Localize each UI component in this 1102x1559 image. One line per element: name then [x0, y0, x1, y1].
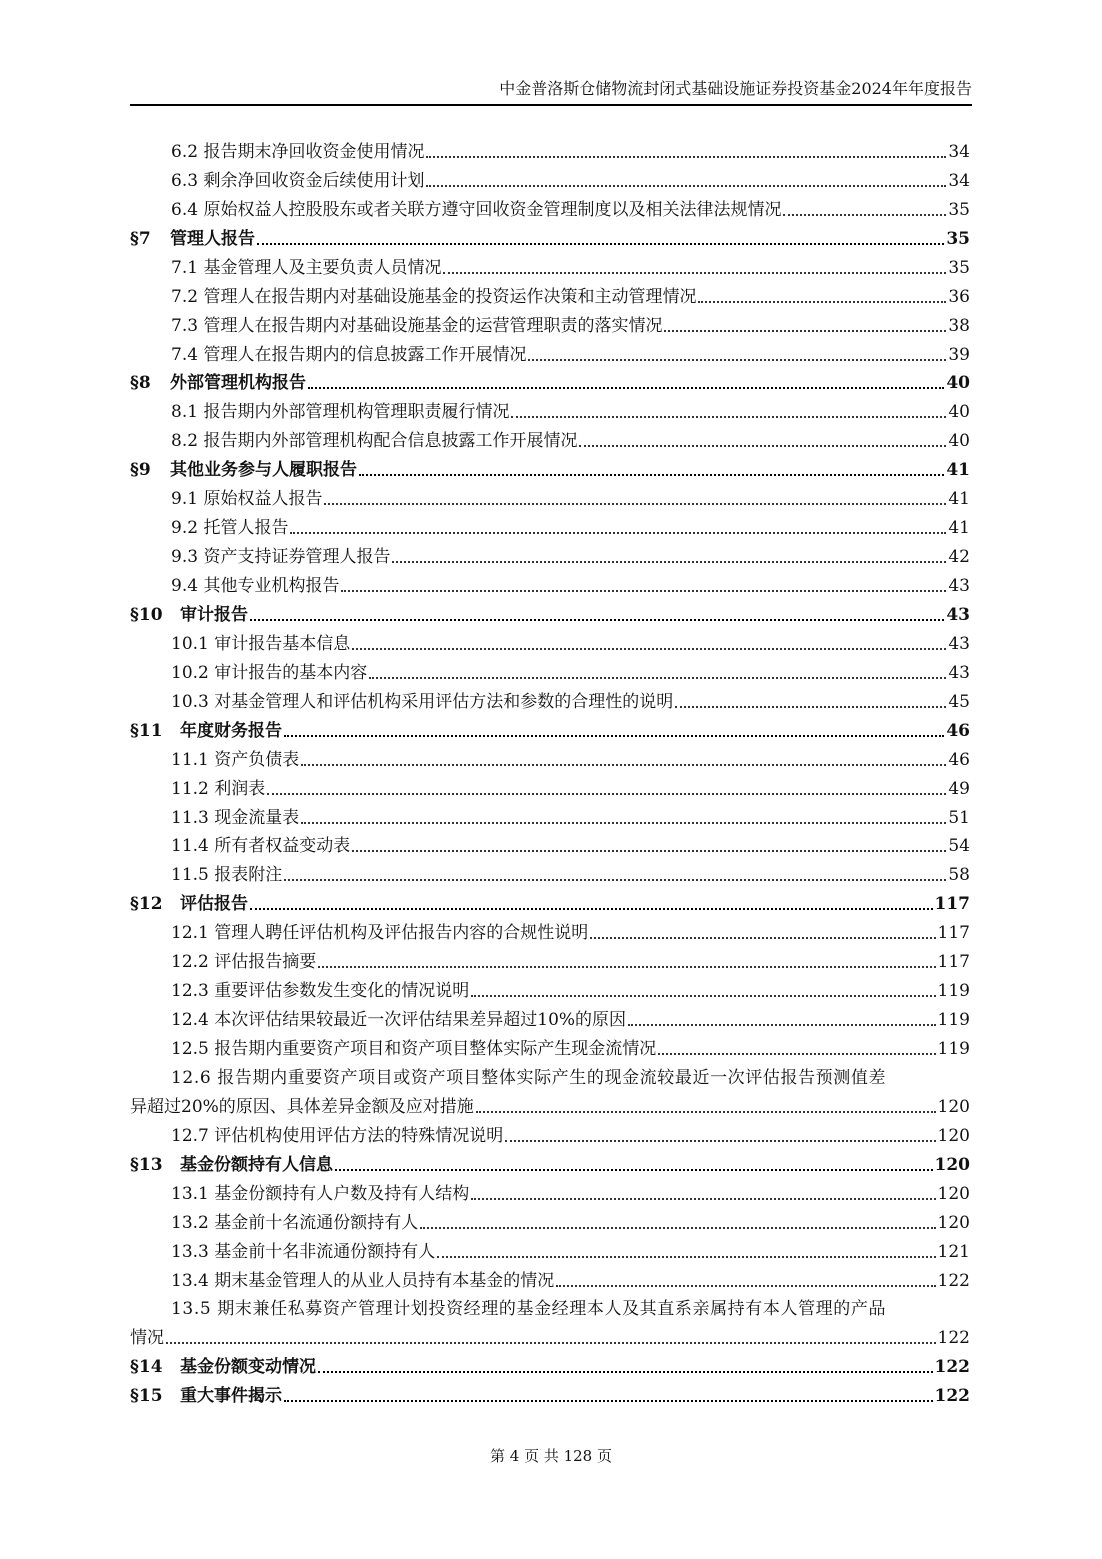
toc-entry-number: 7.3	[171, 315, 199, 336]
toc-entry-number: 9.4	[171, 576, 199, 596]
toc-entry-title: 资产负债表	[214, 749, 300, 770]
leader-dots	[301, 822, 946, 824]
toc-entry[interactable]	[130, 134, 970, 163]
leader-dots	[698, 301, 946, 303]
toc-entry-title: 现金流量表	[214, 807, 300, 828]
toc-entry-page: 120	[937, 1183, 970, 1204]
toc-entry-title-cont: 情况	[130, 1328, 164, 1349]
toc-entry-title: 资产支持证券管理人报告	[203, 547, 391, 568]
toc-entry-number: 9.2	[171, 518, 199, 539]
toc-entry-title: 原始权益人控股股东或者关联方遵守回收资金管理制度以及相关法律法规情况	[203, 199, 782, 220]
toc-entry-number: 12.2	[171, 952, 209, 973]
toc-entry-number: 12.6	[171, 1067, 212, 1088]
header-title: 中金普洛斯仓储物流封闭式基础设施证券投资基金2024年年度报告	[499, 79, 972, 98]
toc-section-title: 管理人报告	[170, 228, 255, 249]
toc-entry-number: 6.2	[171, 141, 199, 162]
leader-dots	[443, 272, 946, 274]
leader-dots	[528, 359, 946, 361]
toc-entry-title: 报告期内重要资产项目和资产项目整体实际产生现金流情况	[214, 1039, 657, 1059]
leader-dots	[420, 1227, 935, 1229]
leader-dots	[437, 1256, 935, 1258]
toc-section-number: §9	[130, 460, 151, 481]
toc-entry[interactable]	[130, 742, 970, 771]
toc-entry[interactable]	[130, 684, 970, 713]
toc-entry-page: 119	[937, 1039, 970, 1059]
toc-entry-page: 40	[948, 431, 970, 452]
leader-dots	[318, 966, 935, 968]
toc-entry[interactable]	[130, 655, 970, 684]
toc-entry-number: 11.4	[171, 836, 209, 857]
toc-entry-number: 8.2	[171, 431, 199, 452]
leader-dots	[476, 1111, 936, 1113]
toc-section[interactable]	[130, 1147, 970, 1176]
table-of-contents	[130, 134, 970, 1407]
toc-entry-number: 12.7	[171, 1125, 209, 1146]
leader-dots	[590, 937, 935, 939]
toc-section-number: §12	[130, 894, 163, 915]
toc-entry[interactable]	[130, 192, 970, 221]
toc-section[interactable]	[130, 221, 970, 250]
leader-dots	[359, 474, 944, 476]
toc-section-page: 35	[946, 228, 970, 249]
leader-dots	[658, 1053, 935, 1055]
toc-entry[interactable]	[130, 1002, 970, 1031]
toc-entry-number: 7.4	[171, 344, 199, 365]
toc-entry-page: 46	[948, 749, 970, 770]
toc-entry-page: 35	[948, 257, 970, 278]
toc-entry-title: 评估报告摘要	[214, 952, 317, 973]
toc-entry-title: 管理人在报告期内对基础设施基金的运营管理职责的落实情况	[203, 315, 663, 336]
leader-dots	[352, 850, 946, 852]
toc-entry-title: 利润表	[214, 778, 266, 799]
toc-entry[interactable]	[130, 1031, 970, 1060]
leader-dots	[290, 532, 946, 534]
leader-dots	[505, 1140, 935, 1142]
toc-entry-title: 报告期内外部管理机构管理职责履行情况	[203, 402, 510, 423]
toc-entry[interactable]	[130, 510, 970, 539]
toc-entry[interactable]	[130, 308, 970, 337]
leader-dots	[471, 995, 935, 997]
toc-entry-page: 34	[948, 170, 970, 191]
toc-entry-continuation[interactable]	[130, 1089, 970, 1118]
leader-dots	[556, 1285, 935, 1287]
toc-section[interactable]	[130, 1349, 970, 1378]
toc-section-number: §15	[130, 1386, 163, 1407]
toc-entry-title: 管理人在报告期内的信息披露工作开展情况	[203, 344, 527, 365]
leader-dots	[369, 677, 946, 679]
toc-entry-number: 10.2	[171, 662, 209, 683]
toc-entry[interactable]	[130, 1176, 970, 1205]
toc-entry-page: 40	[948, 402, 970, 423]
toc-entry[interactable]	[130, 829, 970, 858]
toc-section-title: 基金份额变动情况	[180, 1357, 316, 1378]
toc-section[interactable]	[130, 1378, 970, 1407]
toc-section-page: 41	[946, 460, 970, 481]
toc-entry[interactable]	[130, 800, 970, 829]
toc-section-page: 120	[934, 1154, 970, 1175]
toc-entry-number: 12.3	[171, 981, 209, 1002]
toc-section-title: 基金份额持有人信息	[180, 1154, 333, 1175]
running-header	[130, 78, 972, 106]
toc-entry[interactable]	[130, 1205, 970, 1234]
toc-entry[interactable]	[130, 1263, 970, 1292]
toc-section-number: §14	[130, 1357, 163, 1378]
toc-entry-title: 所有者权益变动表	[214, 836, 351, 857]
toc-entry-number: 12.5	[171, 1039, 209, 1059]
leader-dots	[471, 1198, 935, 1200]
toc-entry-page: 122	[937, 1270, 970, 1291]
toc-entry-title: 评估机构使用评估方法的特殊情况说明	[214, 1125, 504, 1146]
toc-entry-number: 9.1	[171, 489, 199, 510]
page-footer	[0, 1445, 1102, 1466]
toc-entry-page: 43	[948, 662, 970, 683]
toc-entry-page: 35	[948, 199, 970, 220]
toc-section-title: 评估报告	[180, 894, 248, 915]
leader-dots	[628, 1024, 935, 1026]
toc-section-page: 122	[934, 1386, 970, 1407]
toc-entry-page: 45	[948, 691, 970, 712]
toc-entry-number: 10.3	[171, 691, 209, 712]
toc-entry-number: 13.2	[171, 1212, 209, 1233]
toc-section[interactable]	[130, 597, 970, 626]
toc-entry-page: 42	[948, 547, 970, 568]
toc-entry-page: 41	[948, 518, 970, 539]
toc-section[interactable]	[130, 452, 970, 481]
toc-entry-page: 54	[948, 836, 970, 857]
toc-entry-page: 121	[937, 1241, 970, 1262]
leader-dots	[341, 590, 946, 592]
toc-section-number: §7	[130, 228, 151, 249]
leader-dots	[783, 214, 946, 216]
toc-entry[interactable]	[130, 539, 970, 568]
leader-dots	[284, 1400, 933, 1402]
leader-dots	[166, 1342, 936, 1344]
toc-entry-page: 51	[948, 807, 970, 828]
toc-entry-number: 11.3	[171, 807, 209, 828]
toc-entry[interactable]	[130, 250, 970, 279]
toc-section-title: 重大事件揭示	[180, 1386, 282, 1407]
toc-entry[interactable]	[130, 1292, 970, 1321]
toc-entry[interactable]	[130, 1118, 970, 1147]
leader-dots	[250, 619, 944, 621]
toc-section-title: 年度财务报告	[180, 720, 282, 741]
toc-entry-title: 对基金管理人和评估机构采用评估方法和参数的合理性的说明	[214, 691, 674, 712]
toc-section-page: 122	[934, 1357, 970, 1378]
toc-entry-title: 基金前十名流通份额持有人	[214, 1212, 419, 1233]
toc-section-number: §13	[130, 1154, 163, 1175]
toc-entry-title: 期末兼任私募资产管理计划投资经理的基金经理本人及其直系亲属持有本人管理的产品	[217, 1299, 887, 1320]
toc-entry[interactable]	[130, 163, 970, 192]
toc-entry-title: 期末基金管理人的从业人员持有本基金的情况	[214, 1270, 555, 1291]
toc-entry-page: 58	[948, 865, 970, 886]
toc-entry-page: 41	[948, 489, 970, 510]
toc-section-number: §11	[130, 720, 163, 741]
leader-dots	[318, 1371, 933, 1373]
toc-entry-number: 6.4	[171, 199, 199, 220]
toc-entry-number: 12.1	[171, 923, 209, 944]
leader-dots	[308, 387, 944, 389]
toc-entry-title: 基金份额持有人户数及持有人结构	[214, 1183, 470, 1204]
toc-section[interactable]	[130, 886, 970, 915]
toc-entry-number: 11.1	[171, 749, 209, 770]
toc-entry-title: 基金管理人及主要负责人员情况	[203, 257, 442, 278]
leader-dots	[324, 503, 946, 505]
toc-entry-page: 119	[937, 981, 970, 1002]
toc-section-page: 117	[934, 894, 970, 915]
leader-dots	[579, 445, 946, 447]
toc-entry-title: 报告期末净回收资金使用情况	[203, 141, 425, 162]
toc-entry-title: 报表附注	[214, 865, 283, 886]
toc-entry[interactable]	[130, 481, 970, 510]
toc-section-number: §10	[130, 604, 163, 625]
toc-entry-title: 剩余净回收资金后续使用计划	[203, 170, 425, 191]
toc-entry-page: 39	[948, 344, 970, 365]
toc-entry[interactable]	[130, 423, 970, 452]
toc-section-number: §8	[130, 373, 151, 394]
toc-entry-page: 120	[937, 1212, 970, 1233]
toc-section-title: 其他业务参与人履职报告	[170, 460, 357, 481]
toc-entry-page: 117	[937, 923, 970, 944]
toc-entry-number: 11.5	[171, 865, 209, 886]
toc-entry-title: 审计报告基本信息	[214, 633, 351, 654]
leader-dots	[675, 706, 946, 708]
toc-entry-title: 其他专业机构报告	[203, 576, 340, 596]
toc-section-page: 46	[946, 720, 970, 741]
toc-entry-title: 托管人报告	[203, 518, 289, 539]
toc-entry-page: 117	[937, 952, 970, 973]
toc-entry-title: 管理人聘任评估机构及评估报告内容的合规性说明	[214, 923, 589, 944]
leader-dots	[267, 793, 946, 795]
leader-dots	[664, 330, 946, 332]
toc-entry-number: 11.2	[171, 778, 209, 799]
toc-entry[interactable]	[130, 337, 970, 366]
leader-dots	[392, 561, 946, 563]
toc-entry-page: 119	[937, 1010, 970, 1031]
toc-entry-number: 13.4	[171, 1270, 209, 1291]
toc-entry-page: 122	[937, 1328, 970, 1349]
toc-entry-title: 管理人在报告期内对基础设施基金的投资运作决策和主动管理情况	[203, 286, 697, 307]
toc-section[interactable]	[130, 713, 970, 742]
toc-entry[interactable]	[130, 1060, 970, 1089]
toc-entry-page: 34	[948, 141, 970, 162]
toc-entry-page: 120	[937, 1096, 970, 1117]
toc-entry[interactable]	[130, 626, 970, 655]
toc-entry[interactable]	[130, 915, 970, 944]
toc-entry-number: 7.2	[171, 286, 199, 307]
toc-entry[interactable]	[130, 1234, 970, 1263]
toc-entry-page: 43	[948, 576, 970, 596]
toc-entry-page: 38	[948, 315, 970, 336]
toc-entry-page: 49	[948, 778, 970, 799]
leader-dots	[426, 185, 946, 187]
toc-entry-number: 13.5	[171, 1299, 212, 1320]
leader-dots	[284, 879, 946, 881]
toc-section-title: 审计报告	[180, 604, 248, 625]
toc-section-title: 外部管理机构报告	[170, 373, 306, 394]
toc-entry[interactable]	[130, 279, 970, 308]
toc-entry-number: 8.1	[171, 402, 199, 423]
leader-dots	[335, 1169, 933, 1171]
toc-entry[interactable]	[130, 857, 970, 886]
toc-entry-number: 13.3	[171, 1241, 209, 1262]
toc-entry-title: 报告期内重要资产项目或资产项目整体实际产生的现金流较最近一次评估报告预测值差	[217, 1067, 887, 1088]
toc-entry-page: 36	[948, 286, 970, 307]
toc-entry-number: 10.1	[171, 633, 209, 654]
toc-entry[interactable]	[130, 973, 970, 1002]
toc-entry[interactable]	[130, 944, 970, 973]
toc-entry-title: 重要评估参数发生变化的情况说明	[214, 981, 470, 1002]
leader-dots	[511, 416, 946, 418]
leader-dots	[257, 243, 944, 245]
toc-entry-continuation[interactable]	[130, 1320, 970, 1349]
leader-dots	[301, 764, 946, 766]
toc-entry-number: 9.3	[171, 547, 199, 568]
toc-entry[interactable]	[130, 771, 970, 800]
leader-dots	[352, 648, 946, 650]
toc-entry-title: 报告期内外部管理机构配合信息披露工作开展情况	[203, 431, 578, 452]
toc-entry-number: 6.3	[171, 170, 199, 191]
toc-entry-title: 基金前十名非流通份额持有人	[214, 1241, 436, 1262]
leader-dots	[250, 908, 933, 910]
toc-entry-page: 120	[937, 1125, 970, 1146]
toc-entry-number: 13.1	[171, 1183, 209, 1204]
toc-entry-title-cont: 异超过20%的原因、具体差异金额及应对措施	[130, 1096, 474, 1117]
toc-entry-number: 7.1	[171, 257, 199, 278]
toc-entry-title: 本次评估结果较最近一次评估结果差异超过10%的原因	[214, 1010, 627, 1031]
toc-section[interactable]	[130, 366, 970, 395]
toc-section-page: 40	[946, 373, 970, 394]
toc-entry[interactable]	[130, 568, 970, 597]
leader-dots	[426, 156, 946, 158]
page-number: 第 4 页 共 128 页	[489, 1447, 612, 1465]
toc-entry[interactable]	[130, 394, 970, 423]
toc-entry-page: 43	[948, 633, 970, 654]
toc-entry-title: 审计报告的基本内容	[214, 662, 368, 683]
toc-section-page: 43	[946, 604, 970, 625]
leader-dots	[284, 735, 944, 737]
toc-entry-number: 12.4	[171, 1010, 209, 1031]
toc-entry-title: 原始权益人报告	[203, 489, 323, 510]
